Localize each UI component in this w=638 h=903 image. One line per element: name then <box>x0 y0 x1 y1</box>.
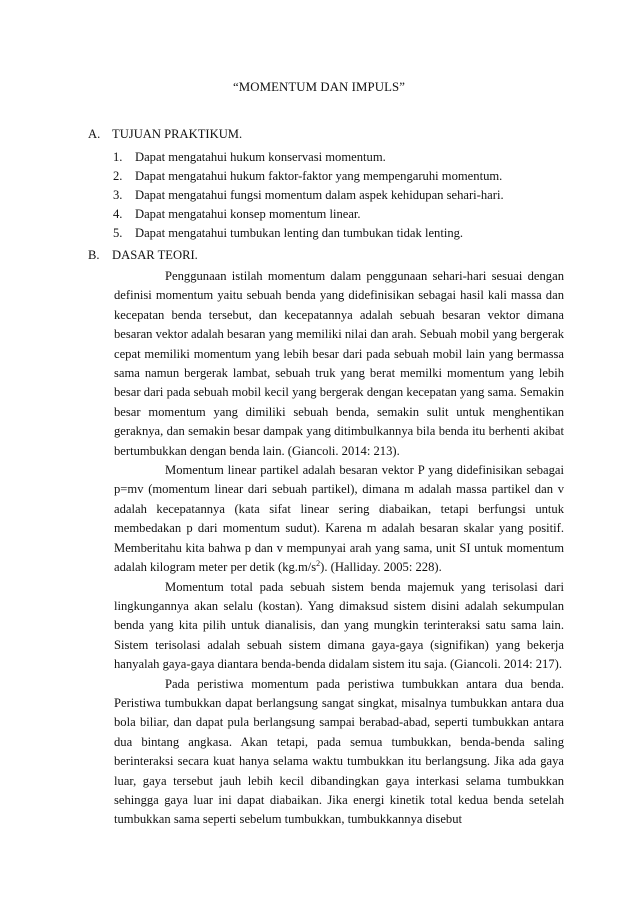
item-number: 5. <box>113 226 123 240</box>
paragraph <box>114 461 564 577</box>
section-theory <box>88 245 568 830</box>
section-title: DASAR TEORI. <box>112 248 198 262</box>
item-number: 2. <box>113 169 123 183</box>
section-objectives <box>88 124 568 243</box>
document-title: “MOMENTUM DAN IMPULS” <box>232 80 405 94</box>
item-text: Dapat mengatahui hukum faktor-faktor yang mempengaruhi momentum. <box>135 169 503 183</box>
theory-body <box>114 267 564 830</box>
list-item <box>113 148 568 167</box>
list-item <box>113 224 568 243</box>
superscript: 2 <box>316 558 321 568</box>
section-heading <box>88 124 568 144</box>
item-text: Dapat mengatahui konsep momentum linear. <box>135 207 361 221</box>
objectives-list <box>88 148 568 243</box>
item-number: 1. <box>113 150 123 164</box>
item-text: Dapat mengatahui tumbukan lenting dan tumbukan tidak lenting. <box>135 226 464 240</box>
section-letter: A. <box>88 127 101 141</box>
item-text: Dapat mengatahui fungsi momentum dalam aspek kehidupan sehari-hari. <box>135 188 504 202</box>
section-letter: B. <box>88 248 100 262</box>
paragraph: Penggunaan istilah momentum dalam penggunaan sehari-hari sesuai dengan definisi momentum yaitu sebuah benda yang didefinisikan sebagai hasil kali massa dan kecepatan benda tersebut, dan kecepatannya adalah sebuah besaran vektor dimana besaran vektor adalah besaran yang memiliki nilai dan arah. Sebuah mobil yang bergerak cepat memiliki momentum yang lebih besar dari pada sebuah mobil lain yang bermassa sama namun bergerak lambat, sebuah truk yang berat memilki momentum yang lebih besar dari pada sebuah mobil kecil yang bergerak dengan kecepatan yang sama. Semakin besar momentum yang dimiliki sebuah benda, semakin sulit untuk menghentikan geraknya, dan semakin besar dampak yang ditimbulkannya bila benda itu berhenti akibat bertumbukkan dengan benda lain. (Giancoli. 2014: 213). <box>114 269 564 458</box>
section-heading <box>88 245 568 265</box>
list-item <box>113 167 568 186</box>
item-number: 3. <box>113 188 123 202</box>
section-title: TUJUAN PRAKTIKUM. <box>112 127 243 141</box>
paragraph-text: ). (Halliday. 2005: 228). <box>320 560 442 575</box>
item-number: 4. <box>113 207 123 221</box>
paragraph-text: Momentum linear partikel adalah besaran vektor P yang didefinisikan sebagai p=mv (momentum linear dari sebuah partikel), dimana m adalah massa partikel dan v adalah kecepatannya (kata sifat linear sering diabaikan, tetapi berfungsi untuk membedakan p dari momentum sudut). Karena m adalah besaran skalar yang positif. Memberitahu kita bahwa p dan v mempunyai arah yang sama, unit SI untuk momentum adalah kilogram meter per detik (kg.m/s <box>114 463 564 575</box>
paragraph: Pada peristiwa momentum pada peristiwa tumbukkan antara dua benda. Peristiwa tumbukkan dapat berlangsung sangat singkat, misalnya tumbukkan antara dua bola biliar, dan dapat pula berlangsung sampai berabad-abad, seperti tumbukkan antara dua bintang angkasa. Akan tetapi, pada semua tumbukkan, benda-benda saling berinteraksi secara kuat hanya selama waktu tumbukkan itu berlangsung. Jika ada gaya luar, gaya tersebut jauh lebih kecil dibandingkan gaya interkasi selama tumbukkan sehingga gaya luar ini dapat diabaikan. Jika energi kinetik total kedua benda setelah tumbukkan sama seperti sebelum tumbukkan, tumbukkannya disebut <box>114 676 564 827</box>
list-item <box>113 186 568 205</box>
list-item <box>113 205 568 224</box>
item-text: Dapat mengatahui hukum konservasi momentum. <box>135 150 386 164</box>
paragraph: Momentum total pada sebuah sistem benda majemuk yang terisolasi dari lingkungannya akan selalu (kostan). Yang dimaksud sistem disini adalah sekumpulan benda yang kita pilih untuk dianalisis, dan yang mungkin terinteraksi satu sama lain. Sistem terisolasi adalah sebuah sistem dimana gaya-gaya (signifikan) yang bekerja hanyalah gaya-gaya diantara benda-benda didalam sistem itu saja. (Giancoli. 2014: 217). <box>114 579 564 672</box>
